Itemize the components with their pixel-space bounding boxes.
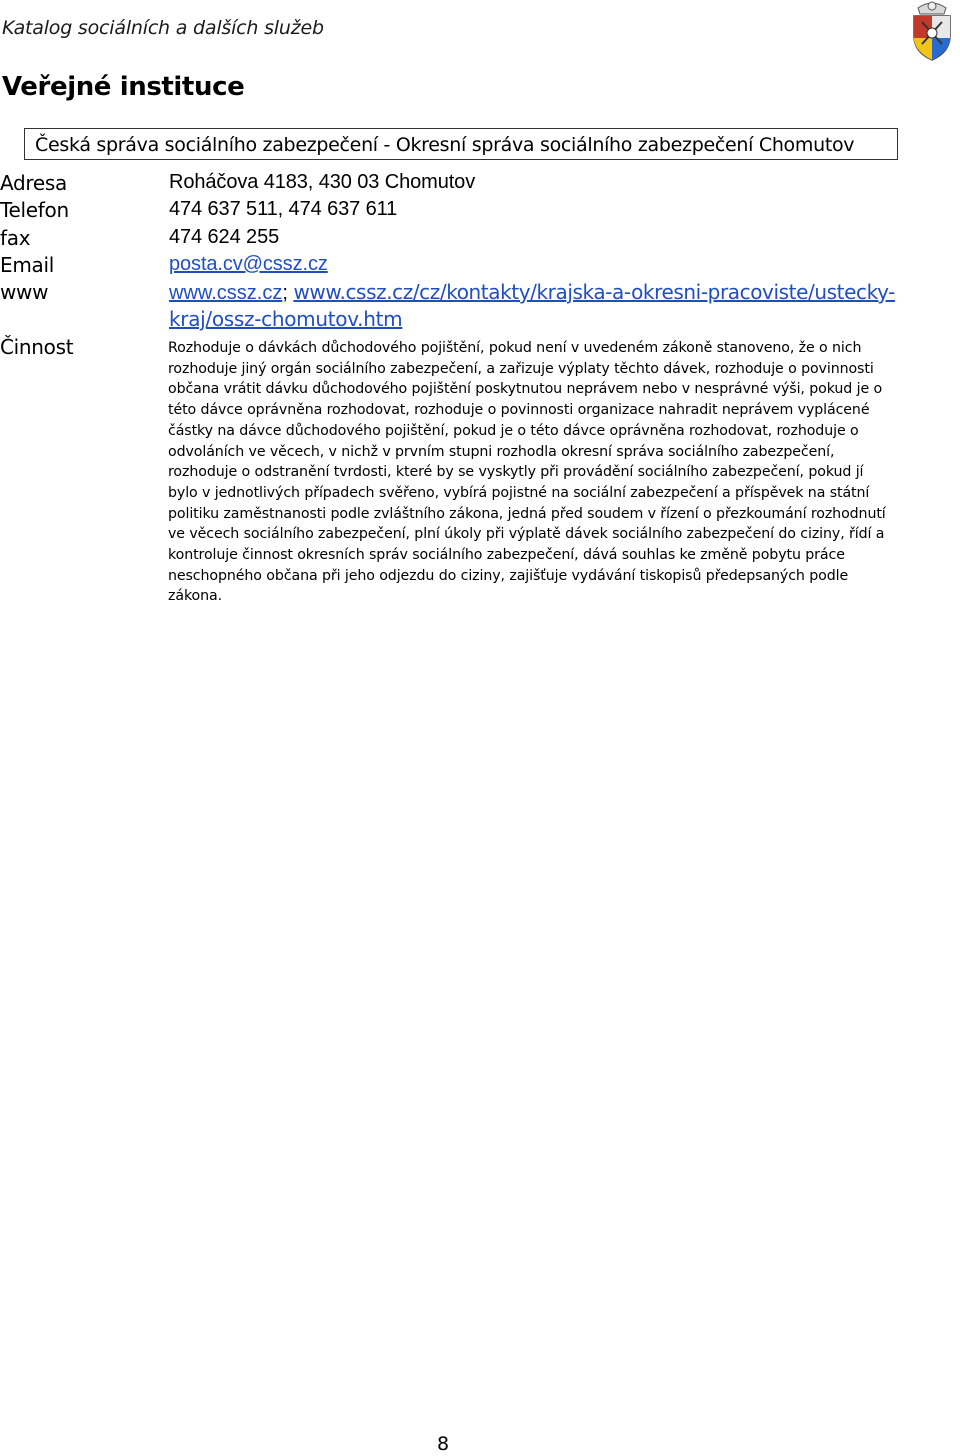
www-separator: ;: [282, 282, 294, 304]
address-label: Adresa: [0, 171, 67, 195]
fax-value: 474 624 255: [169, 226, 280, 248]
email-link[interactable]: posta.cv@cssz.cz: [169, 253, 328, 275]
page-number: 8: [437, 1433, 450, 1455]
coat-of-arms-icon: [908, 0, 956, 62]
website-link-office[interactable]: www.cssz.cz/cz/kontakty/krajska-a-okresni-pracoviste/ustecky-: [293, 280, 895, 304]
website-link-main[interactable]: www.cssz.cz: [169, 282, 283, 304]
section-title: Veřejné instituce: [2, 72, 245, 102]
email-value-row: [169, 253, 328, 276]
document-header-title: Katalog sociálních a dalších služeb: [2, 17, 324, 39]
organization-name: Česká správa sociálního zabezpečení - Okresní správa sociálního zabezpečení Chomutov: [35, 134, 855, 156]
activity-description: Rozhoduje o dávkách důchodového pojištění, pokud není v uvedeném zákoně stanoveno, že o nich rozhoduje jiný orgán sociálního zabezpečení, a zařizuje výplaty těchto dávek, rozhoduje o povinnosti občana vrátit dávku důchodového pojištění poskytnutou neprávem nebo v nesprávné výši, pokud je o této dávce oprávněna rozhodovat, rozhoduje o povinnosti organizace nahradit neprávem vyplácené částky na dávce důchodového pojištění, pokud je o této dávce oprávněna rozhodovat, rozhoduje o odvoláních ve věcech, v nichž v prvním stupni rozhodla okresní správa sociálního zabezpečení, rozhoduje o odstranění tvrdosti, které by se vyskytly při provádění sociálního zabezpečení, pokud jí bylo v jednotlivých případech svěřeno, vybírá pojistné na sociální zabezpečení a příspěvek na státní politiku zaměstnanosti podle zvláštního zákona, jedná před soudem v řízení o přezkoumání rozhodnutí ve věcech sociálního zabezpečení, plní úkoly při výplatě dávek sociálního zabezpečení do ciziny, řídí a kontroluje činnost okresních správ sociálního zabezpečení, dává souhlas ke změně pobytu práce neschopného občana při jeho odjezdu do ciziny, zajišťuje vydávání tiskopisů předepsaných podle zákona.: [168, 340, 886, 605]
activity-label: Činnost: [0, 335, 74, 359]
organization-name-box: [24, 128, 898, 160]
phone-value: 474 637 511, 474 637 611: [169, 198, 398, 220]
phone-label: Telefon: [0, 198, 69, 222]
www-label: www: [0, 280, 49, 304]
fax-label: fax: [0, 226, 31, 250]
email-label: Email: [0, 253, 54, 277]
address-value: Roháčova 4183, 430 03 Chomutov: [169, 171, 476, 193]
www-value-row: [169, 280, 895, 305]
website-link-office-continuation[interactable]: kraj/ossz-chomutov.htm: [169, 307, 403, 331]
